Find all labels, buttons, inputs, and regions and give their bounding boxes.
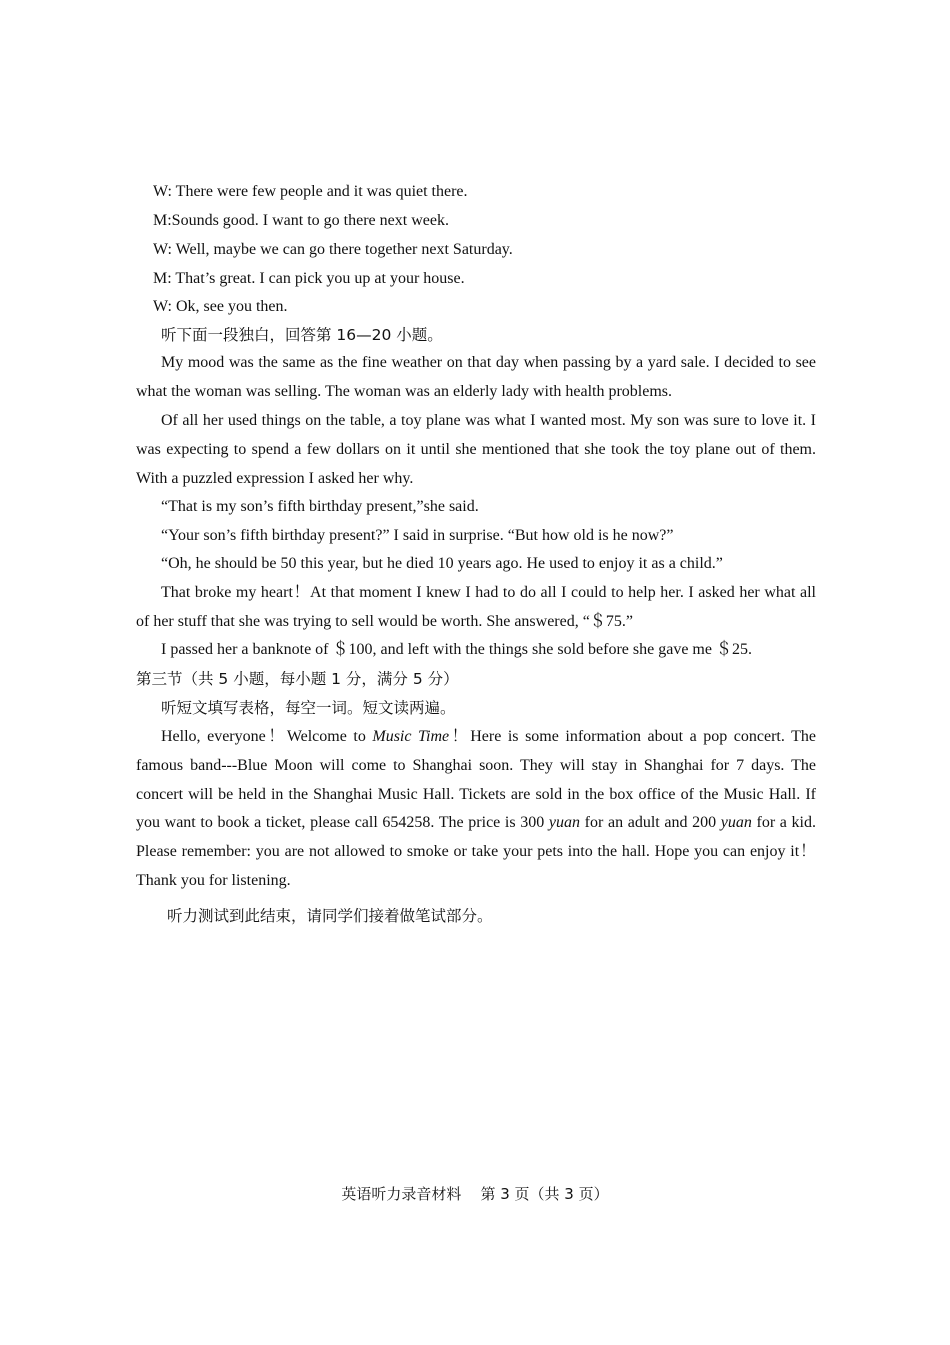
page-footer: 英语听力录音材料 第 3 页（共 3 页） (341, 1185, 609, 1203)
section3-instruction: 听短文填写表格，每空一词。短文读两遍。 (161, 699, 456, 717)
passage-text-3: for an adult and 200 (580, 814, 721, 832)
program-title: Music Time (372, 728, 450, 745)
dialogue-line-5: W: Ok, see you then. (153, 298, 288, 315)
monologue-paragraph-7: I passed her a banknote of ＄100, and left with the things she sold before she gave me ＄25. (161, 641, 752, 658)
currency-word-1: yuan (548, 814, 581, 832)
monologue-paragraph-1: My mood was the same as the fine weather on that day when passing by a yard sale. I decided to see what the woman was selling. The woman was an elderly lady with health problems. (136, 354, 816, 400)
monologue-paragraph-6: That broke my heart！At that moment I knew I had to do all I could to help her. I asked her what all of her stuff that she was trying to sell would be worth. She answered, “＄75.” (136, 584, 816, 630)
dialogue-line-2: M:Sounds good. I want to go there next week. (153, 212, 449, 229)
passage-paragraph (136, 723, 816, 896)
passage-text-4: for a kid. Please remember: you are not allowed to smoke or take your pets into the hall. Hope you can enjoy it！Thank you for listening. (136, 814, 817, 889)
monologue-paragraph-2: Of all her used things on the table, a toy plane was what I wanted most. My son was sure to love it. I was expecting to spend a few dollars on it until she mentioned that she took the toy plane out of them. With a puzzled expression I asked her why. (136, 412, 816, 487)
passage-text-1: Hello, everyone！Welcome to (161, 728, 373, 745)
dialogue-line-1: W: There were few people and it was quiet there. (153, 183, 468, 200)
monologue-paragraph-4: “Your son’s fifth birthday present?” I said in surprise. “But how old is he now?” (161, 527, 674, 544)
monologue-paragraph-5: “Oh, he should be 50 this year, but he died 10 years ago. He used to enjoy it as a child.” (161, 555, 723, 572)
section2-instruction: 听下面一段独白，回答第 16—20 小题。 (161, 326, 443, 344)
currency-word-2: yuan (720, 814, 752, 832)
section3-heading: 第三节（共 5 小题，每小题 1 分，满分 5 分） (136, 670, 459, 688)
passage-text-2: ！Here is some information about a pop concert. The famous band---Blue Moon will come to Shanghai soon. They will stay in Shanghai for 7 days. The concert will be held in the Shanghai Music Hall. Tickets are sold in the box office of the Music Hall. If you want to book a ticket, please call 654258. The price is 300 (136, 728, 816, 832)
monologue-paragraph-3: “That is my son’s fifth birthday present,”she said. (161, 498, 479, 515)
dialogue-line-3: W: Well, maybe we can go there together next Saturday. (153, 241, 513, 258)
closing-note: 听力测试到此结束，请同学们接着做笔试部分。 (167, 907, 493, 925)
dialogue-line-4: M: That’s great. I can pick you up at your house. (153, 270, 465, 287)
